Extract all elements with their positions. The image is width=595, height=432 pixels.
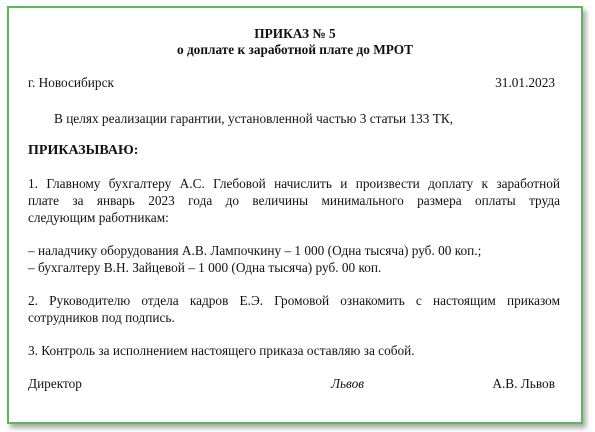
employee-line: – наладчику оборудования А.В. Лампочкину – 1 000 (Одна тысяча) руб. 00 коп.; — [28, 243, 482, 258]
city: г. Новосибирск — [28, 75, 114, 90]
item1-line: следующим работникам: — [28, 210, 169, 225]
item3: 3. Контроль за исполнением настоящего приказа оставляю за собой. — [28, 343, 415, 358]
item1-line: плате за январь 2023 года до величины минимального размера оплаты труда — [28, 193, 560, 208]
item1-line: 1. Главному бухгалтеру А.С. Глебовой начислить и произвести доплату к заработной — [28, 176, 560, 191]
signature-name: А.В. Львов — [492, 376, 555, 391]
item2-line: сотрудников под подпись. — [28, 310, 175, 325]
order-word: ПРИКАЗЫВАЮ: — [28, 143, 139, 158]
document-page — [7, 6, 583, 424]
document-subtitle: о доплате к заработной плате до МРОТ — [176, 42, 413, 57]
signature-position: Директор — [28, 376, 82, 391]
preamble: В целях реализации гарантии, установленной частью 3 статьи 133 ТК, — [54, 111, 454, 126]
employee-line: – бухгалтеру В.Н. Зайцевой – 1 000 (Одна тысяча) руб. 00 коп. — [28, 260, 382, 275]
handwritten-signature: Львов — [331, 376, 365, 391]
document-title: ПРИКАЗ № 5 — [254, 26, 336, 41]
document-date: 31.01.2023 — [495, 75, 555, 90]
item2-line: 2. Руководителю отдела кадров Е.Э. Громовой ознакомить с настоящим приказом — [28, 293, 560, 308]
